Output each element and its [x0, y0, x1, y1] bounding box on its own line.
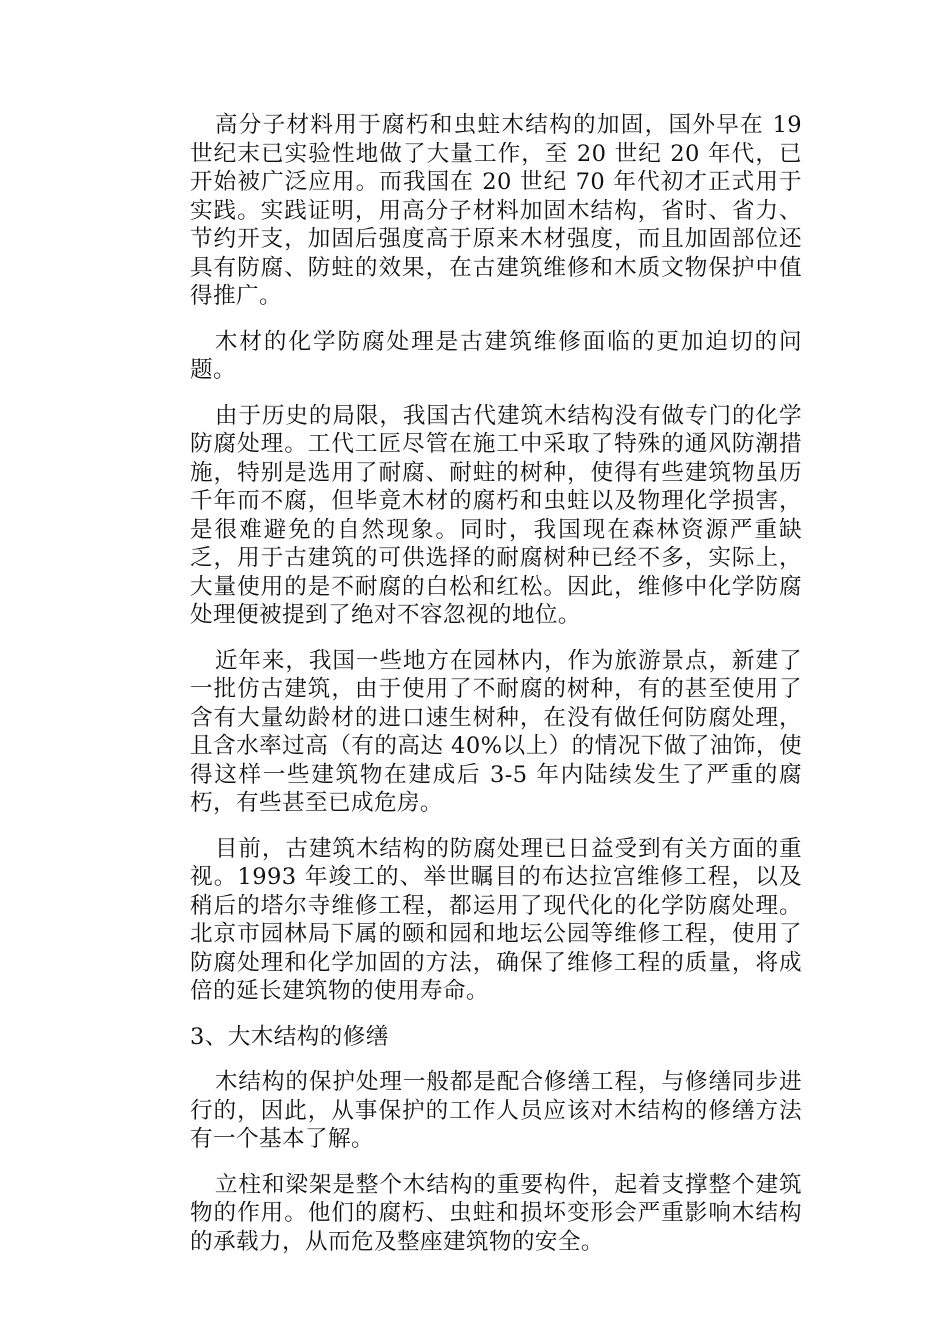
paragraph: 立柱和梁架是整个木结构的重要构件，起着支撑整个建筑物的作用。他们的腐朽、虫蛀和损坏变形会严重影响木结构的承载力，从而危及整座建筑物的安全。: [190, 1171, 802, 1255]
paragraph: 目前，古建筑木结构的防腐处理已日益受到有关方面的重视。1993 年竣工的、举世瞩目的布达拉宫维修工程，以及稍后的塔尔寺维修工程，都运用了现代化的化学防腐处理。北京市园林局下属的颐和园和地坛公园等维修工程，使用了防腐处理和化学加固的方法，确保了维修工程的质量，将成倍的延长建筑物的使用寿命。: [190, 835, 802, 1004]
paragraph: 近年来，我国一些地方在园林内，作为旅游景点，新建了一批仿古建筑，由于使用了不耐腐的树种，有的甚至使用了含有大量幼龄材的进口速生树种，在没有做任何防腐处理，且含水率过高（有的高达 40%以上）的情况下做了油饰，使得这样一些建筑物在建成后 3-5 年内陆续发生了严重的腐朽，有些甚至已成危房。: [190, 647, 802, 816]
paragraph: 木材的化学防腐处理是古建筑维修面临的更加迫切的问题。: [190, 328, 802, 383]
paragraph: 木结构的保护处理一般都是配合修缮工程，与修缮同步进行的，因此，从事保护的工作人员应该对木结构的修缮方法有一个基本了解。: [190, 1069, 802, 1152]
paragraph: 高分子材料用于腐朽和虫蛀木结构的加固，国外早在 19 世纪末已实验性地做了大量工作，至 20 世纪 20 年代，已开始被广泛应用。而我国在 20 世纪 70 年代初才正式用于实践。实践证明，用高分子材料加固木结构，省时、省力、节约开支，加固后强度高于原来木材强度，而且加固部位还具有防腐、防蛀的效果，在古建筑维修和木质文物保护中值得推广。: [190, 112, 802, 309]
section-heading: 3、大木结构的修缮: [190, 1023, 389, 1050]
paragraph: 由于历史的局限，我国古代建筑木结构没有做专门的化学防腐处理。工代工匠尽管在施工中采取了特殊的通风防潮措施，特别是选用了耐腐、耐蛀的树种，使得有些建筑物虽历千年而不腐，但毕竟木材的腐朽和虫蛀以及物理化学损害，是很难避免的自然现象。同时，我国现在森林资源严重缺乏，用于古建筑的可供选择的耐腐树种已经不多，实际上，大量使用的是不耐腐的白松和红松。因此，维修中化学防腐处理便被提到了绝对不容忽视的地位。: [190, 402, 802, 628]
document-body: [190, 111, 802, 1273]
